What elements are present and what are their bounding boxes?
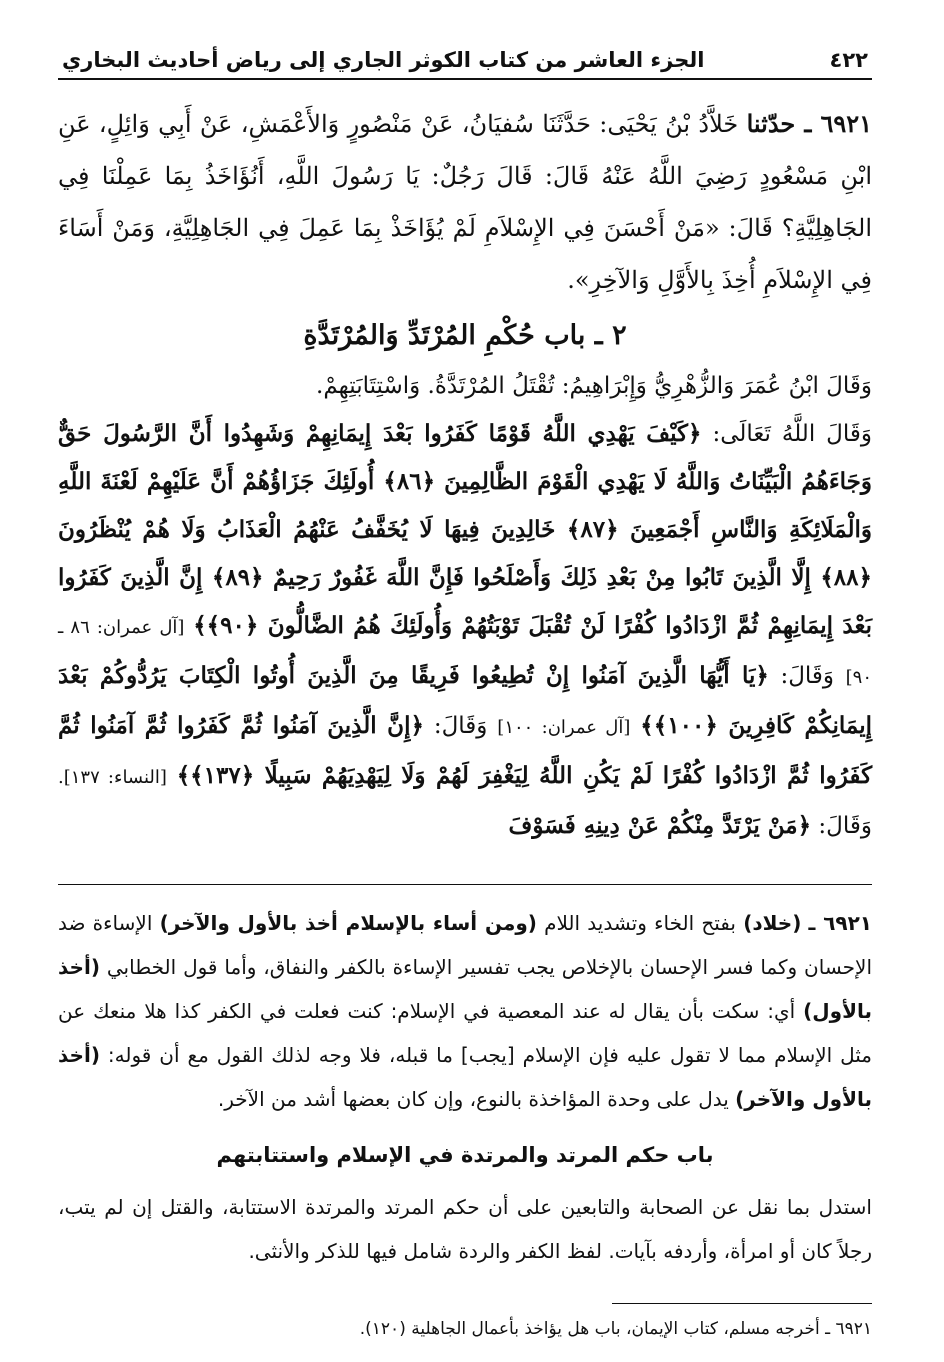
commentary-term-4: (أخذ بالأول والآخر) [58, 1043, 872, 1111]
quran-ref-1: [آل عمران: ٨٦ ـ ٩٠] [58, 617, 873, 688]
commentary-number: ٦٩٢١ ـ [808, 911, 873, 935]
commentary-text-4: يدل على وحدة المؤاخذة بالنوع، وإن كان بعضها أشد من الآخر. [217, 1087, 729, 1111]
footnote: ٦٩٢١ ـ أخرجه مسلم، كتاب الإيمان، باب هل يؤاخذ بأعمال الجاهلية (١٢٠). [359, 1319, 872, 1339]
quran-lead-2: وَقَالَ: [780, 663, 835, 689]
commentary-term-2: (ومن أساء بالإسلام أخذ بالأول والآخر) [159, 911, 537, 935]
quran-verse-4: ﴿مَنْ يَرْتَدَّ مِنْكُمْ عَنْ دِينِهِ فَسَوْفَ [508, 812, 812, 839]
sub-chapter-text: استدل بما نقل عن الصحابة والتابعين على أن حكم المرتد والمرتدة الاستتابة، والقتل إن لم يتب، رجلاً كان أو امرأة، وأردفه بآيات. لفظ الكفر والردة شامل فيها للذكر والأنثى. [58, 1195, 872, 1263]
page-header [58, 30, 872, 80]
quran-lead: وَقَالَ اللَّهُ تَعَالَى: [712, 421, 873, 447]
commentary-term-3: (أخذ بالأول) [58, 955, 872, 1023]
commentary-text-3: أي: سكت بأن يقال له عند المعصية في الإسلام: كنت فعلت في الكفر كذا هلا منعك عن مثل الإسلام مما لا تقول عليه فإن الإسلام [يجب] ما قبله، فلا وجه لذلك القول مع أن قوله: [58, 999, 873, 1067]
commentary-term-1: (خلاد) [743, 911, 802, 935]
sub-chapter-title: باب حكم المرتد والمرتدة في الإسلام واستتابتهم [216, 1143, 714, 1167]
quran-verse-2: ﴿يَا أَيُّهَا الَّذِينَ آمَنُوا إِنْ تُطِيعُوا فَرِيقًا مِنَ الَّذِينَ أُوتُوا الْكِتَابَ يَرُدُّوكُمْ بَعْدَ إِيمَانِكُمْ كَافِرِينَ ﴿١٠٠﴾﴾ [58, 662, 873, 739]
quran-passage [58, 410, 872, 850]
hadith-text [58, 98, 872, 306]
quran-verse-3: ﴿إِنَّ الَّذِينَ آمَنُوا ثُمَّ كَفَرُوا ثُمَّ آمَنُوا ثُمَّ كَفَرُوا ثُمَّ ازْدَادُوا كُفْرًا لَمْ يَكُنِ اللَّهُ لِيَغْفِرَ لَهُمْ وَلَا لِيَهْدِيَهُمْ سَبِيلًا ﴿١٣٧﴾﴾ [58, 712, 873, 789]
commentary-text-1: بفتح الخاء وتشديد اللام [544, 911, 736, 935]
page-number: ٤٢٢ [829, 48, 868, 72]
running-title: الجزء العاشر من كتاب الكوثر الجاري إلى رياض أحاديث البخاري [62, 48, 705, 72]
chapter-intro: وَقَالَ ابْنُ عُمَرَ وَالزُّهْرِيُّ وَإِبْرَاهِيمُ: تُقْتَلُ المُرْتَدَّةُ. وَاسْتِتَابَتِهِمْ. [316, 373, 872, 399]
hadith-number: ٦٩٢١ ـ حدّثنا [746, 109, 872, 138]
quran-verse-1: ﴿كَيْفَ يَهْدِي اللَّهُ قَوْمًا كَفَرُوا بَعْدَ إِيمَانِهِمْ وَشَهِدُوا أَنَّ الرَّسُولَ حَقٌّ وَجَاءَهُمُ الْبَيِّنَاتُ وَاللَّهُ لَا يَهْدِي الْقَوْمَ الظَّالِمِينَ ﴿٨٦﴾ أُولَئِكَ جَزَاؤُهُمْ أَنَّ عَلَيْهِمْ لَعْنَةَ اللَّهِ وَالْمَلَائِكَةِ وَالنَّاسِ أَجْمَعِينَ ﴿٨٧﴾ خَالِدِينَ فِيهَا لَا يُخَفَّفُ عَنْهُمُ الْعَذَابُ وَلَا هُمْ يُنْظَرُونَ ﴿٨٨﴾ إِلَّا الَّذِينَ تَابُوا مِنْ بَعْدِ ذَلِكَ وَأَصْلَحُوا فَإِنَّ اللَّهَ غَفُورٌ رَحِيمٌ ﴿٨٩﴾ إِنَّ الَّذِينَ كَفَرُوا بَعْدَ إِيمَانِهِمْ ثُمَّ ازْدَادُوا كُفْرًا لَنْ تُقْبَلَ تَوْبَتُهُمْ وَأُولَئِكَ هُمُ الضَّالُّونَ ﴿٩٠﴾﴾ [58, 420, 872, 639]
commentary [58, 901, 872, 1121]
book-page [58, 30, 872, 1344]
quran-lead-4: وَقَالَ: [818, 813, 872, 839]
quran-ref-3: [النساء: ١٣٧]. [58, 767, 167, 788]
quran-ref-2: [آل عمران: ١٠٠] [497, 717, 631, 738]
hadith-body: خَلاَّدُ بْنُ يَحْيَى: حَدَّثَنَا سُفيَانُ، عَنْ مَنْصُورٍ وَالأَعْمَشِ، عَنْ أَبِي وَائِلٍ، عَنِ ابْنِ مَسْعُودٍ رَضِيَ اللَّهُ عَنْهُ قَالَ: قَالَ رَجُلٌ: يَا رَسُولَ اللَّهِ، أَنُؤَاخَذُ بِمَا عَمِلْنَا فِي الجَاهِلِيَّةِ؟ قَالَ: «مَنْ أَحْسَنَ فِي الإِسْلاَمِ لَمْ يُؤَاخَذْ بِمَا عَمِلَ فِي الجَاهِلِيَّةِ، وَمَنْ أَسَاءَ فِي الإِسْلاَمِ أُخِذَ بِالأَوَّلِ وَالآخِرِ». [58, 110, 872, 294]
chapter-title: ٢ ـ باب حُكْمِ المُرْتَدِّ وَالمُرْتَدَّةِ [303, 320, 627, 351]
commentary-divider [58, 884, 872, 885]
footnote-divider [612, 1303, 872, 1304]
commentary-text-2: الإساءة ضد الإحسان وكما فسر الإحسان بالإخلاص يجب تفسير الإساءة بالكفر والنفاق، وأما قول الخطابي [58, 911, 872, 979]
quran-lead-3: وَقَالَ: [433, 713, 488, 739]
